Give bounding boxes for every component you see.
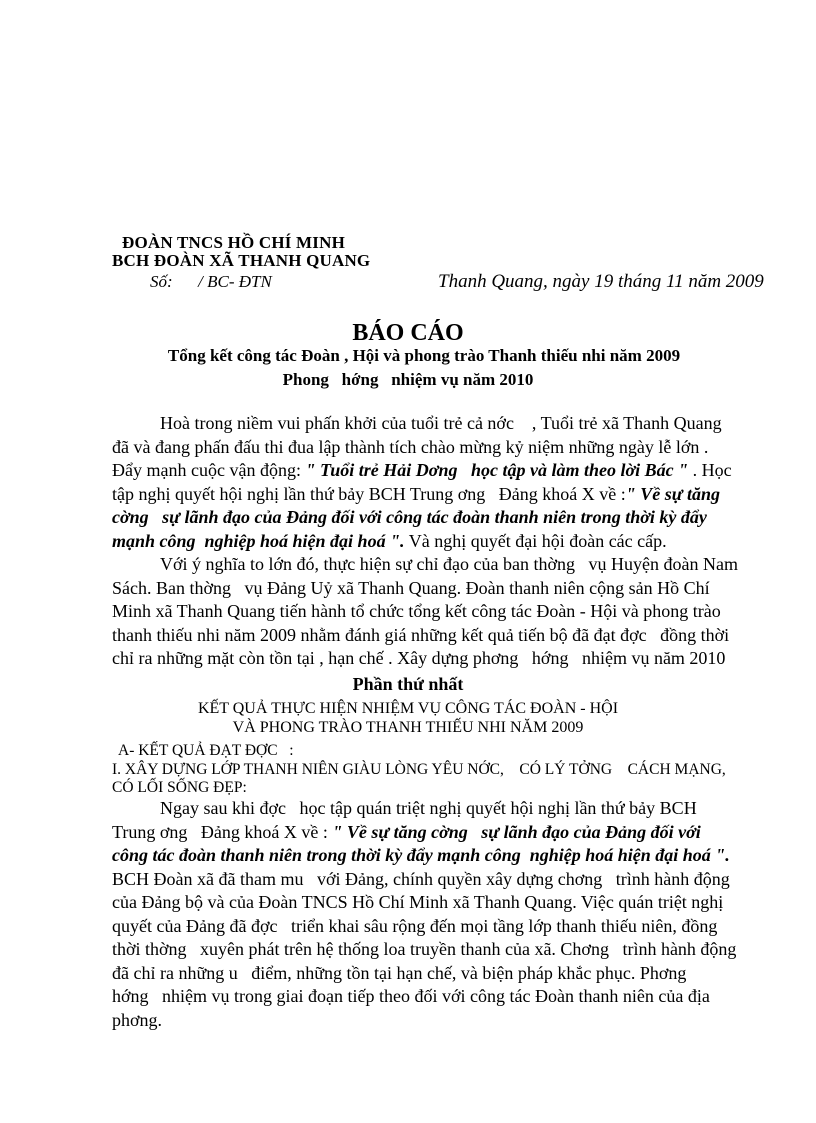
intro-paragraph-1 bbox=[112, 412, 757, 671]
text-line: Minh xã Thanh Quang tiến hành tổ chức tổng kết công tác Đoàn - Hội và phong trào bbox=[112, 601, 721, 621]
text-line: cờng sự lãnh đạo của Đảng đối với công tác đoàn thanh niên trong thời kỳ đẩy bbox=[112, 507, 707, 527]
section-i-heading-line-1: I. XÂY DỰNG LỚP THANH NIÊN GIÀU LÒNG YÊU NỚC, CÓ LÝ TỞNG CÁCH MẠNG, bbox=[112, 761, 726, 778]
part-one-subtitle-2: VÀ PHONG TRÀO THANH THIẾU NHI NĂM 2009 bbox=[232, 719, 584, 736]
report-title: BÁO CÁO bbox=[352, 320, 464, 346]
text-line bbox=[112, 483, 757, 507]
text-line: công tác đoàn thanh niên trong thời kỳ đẩy mạnh công nghiệp hoá hiện đại hoá ". bbox=[112, 845, 730, 865]
resolution-title-end: mạnh công nghiệp hoá hiện đại hoá ". bbox=[112, 530, 405, 551]
section-a-heading: A- KẾT QUẢ ĐẠT ĐỢC : bbox=[118, 742, 294, 759]
report-subtitle-2: Phong hớng nhiệm vụ năm 2010 bbox=[282, 370, 534, 389]
text-segment: Trung ơng Đảng khoá X về : bbox=[112, 821, 333, 842]
text-line: BCH Đoàn xã đã tham mu với Đảng, chính quyền xây dựng chơng trình hành động bbox=[112, 868, 730, 889]
text-line: Ngay sau khi đợc học tập quán triệt nghị quyết hội nghị lần thứ bảy BCH bbox=[160, 798, 697, 818]
text-segment: . Học bbox=[688, 460, 732, 480]
text-line: của Đảng bộ và của Đoàn TNCS Hồ Chí Minh xã Thanh Quang. Việc quán triệt nghị bbox=[112, 892, 724, 912]
text-line: Sách. Ban thờng vụ Đảng Uỷ xã Thanh Quang. Đoàn thanh niên cộng sản Hồ Chí bbox=[112, 577, 710, 598]
text-segment: Và nghị quyết đại hội đoàn các cấp. bbox=[404, 530, 667, 551]
body-paragraph bbox=[112, 797, 757, 1032]
text-line bbox=[112, 459, 757, 483]
document-number: Số: / BC- ĐTN bbox=[150, 272, 272, 291]
part-one-subtitle-1: KẾT QUẢ THỰC HIỆN NHIỆM VỤ CÔNG TÁC ĐOÀN - HỘI bbox=[197, 700, 619, 717]
org-line-1: ĐOÀN TNCS HỒ CHÍ MINH bbox=[122, 233, 346, 252]
org-line-2: BCH ĐOÀN XÃ THANH QUANG bbox=[112, 251, 371, 270]
text-line: hớng nhiệm vụ trong giai đoạn tiếp theo đối với công tác Đoàn thanh niên của địa bbox=[112, 986, 710, 1006]
text-line: chỉ ra những mặt còn tồn tại , hạn chế . Xây dựng phơng hớng nhiệm vụ năm 2010 bbox=[112, 648, 726, 668]
campaign-slogan: " Tuổi trẻ Hải Dơng học tập và làm theo lời Bác " bbox=[305, 460, 689, 480]
text-line bbox=[112, 821, 757, 845]
text-line: Với ý nghĩa to lớn đó, thực hiện sự chỉ đạo của ban thờng vụ Huyện đoàn Nam bbox=[160, 554, 738, 574]
part-one-heading: Phần thứ nhất bbox=[352, 674, 464, 694]
text-line: đã chỉ ra những u điểm, những tồn tại hạn chế, và biện pháp khắc phục. Phơng bbox=[112, 962, 687, 983]
text-line: phơng. bbox=[112, 1009, 163, 1030]
text-line: thanh thiếu nhi năm 2009 nhằm đánh giá những kết quả tiến bộ đã đạt đợc đồng thời bbox=[112, 624, 730, 645]
report-subtitle-1: Tổng kết công tác Đoàn , Hội và phong trào Thanh thiếu nhi năm 2009 bbox=[167, 346, 681, 365]
section-i-heading-line-2: CÓ LỐI SỐNG ĐẸP: bbox=[112, 779, 247, 796]
text-line: đã và đang phấn đấu thi đua lập thành tích chào mừng kỷ niệm những ngày lễ lớn . bbox=[112, 436, 709, 457]
text-line bbox=[112, 530, 757, 554]
text-line: quyết của Đảng đã đợc triển khai sâu rộng đến mọi tầng lớp thanh thiếu niên, đồng bbox=[112, 915, 718, 936]
text-line: thời thờng xuyên phát trên hệ thống loa truyền thanh của xã. Chơng trình hành động bbox=[112, 939, 737, 959]
resolution-title: " Về sự tăng bbox=[625, 483, 721, 504]
text-segment: Đẩy mạnh cuộc vận động: bbox=[112, 460, 306, 480]
text-segment: tập nghị quyết hội nghị lần thứ bảy BCH Trung ơng Đảng khoá X về : bbox=[112, 483, 626, 504]
place-date: Thanh Quang, ngày 19 tháng 11 năm 2009 bbox=[438, 271, 764, 292]
text-line: Hoà trong niềm vui phấn khởi của tuổi trẻ cả nớc , Tuổi trẻ xã Thanh Quang bbox=[160, 413, 722, 433]
resolution-title: " Về sự tăng cờng sự lãnh đạo của Đảng đối với bbox=[332, 821, 701, 842]
